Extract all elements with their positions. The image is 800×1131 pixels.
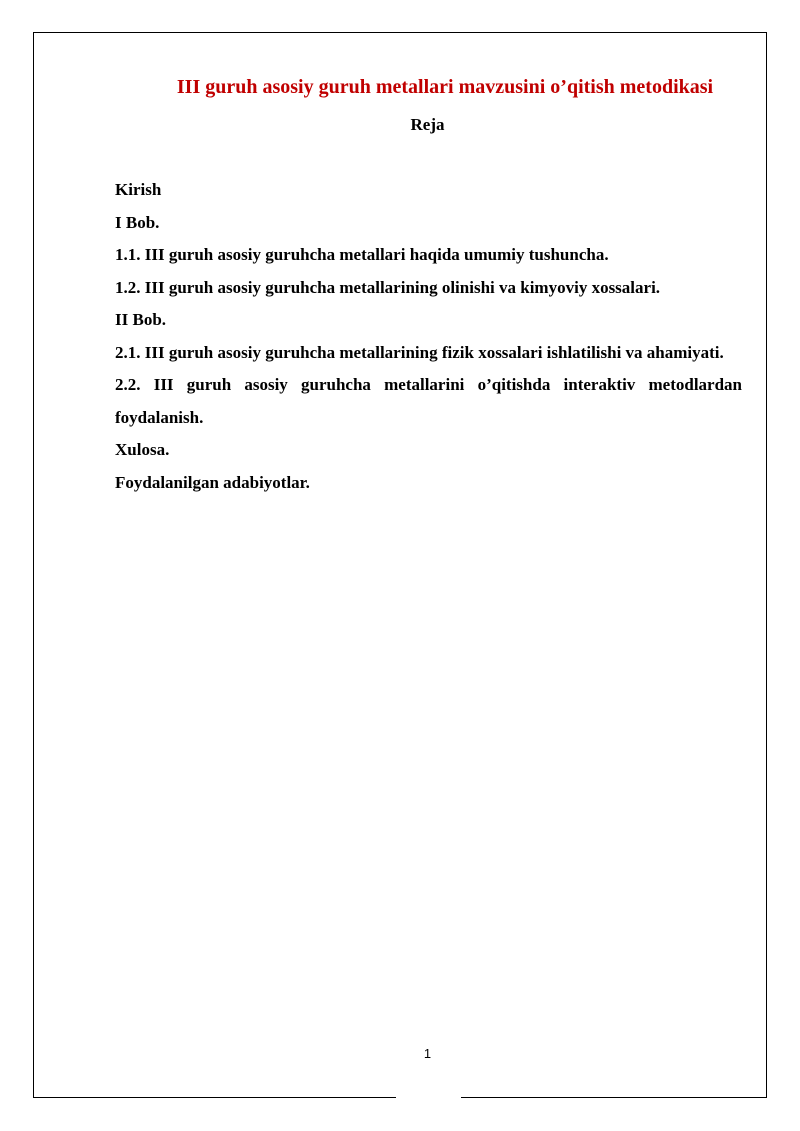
plan-heading: Reja — [410, 115, 445, 134]
plan-item-chapter-1: I Bob. — [115, 212, 160, 232]
plan-item-2-1: 2.1. III guruh asosiy guruhcha metallarining fizik xossalari ishlatilishi va ahamiyati. — [115, 342, 724, 362]
plan-item-1-2: 1.2. III guruh asosiy guruhcha metallarining olinishi va kimyoviy xossalari. — [115, 277, 661, 297]
plan-item-2-2: 2.2. III guruh asosiy guruhcha metallarini o’qitishda interaktiv metodlardan foydalanish. — [115, 375, 742, 427]
plan-item-conclusion: Xulosa. — [115, 440, 170, 459]
plan-item-introduction: Kirish — [115, 180, 162, 199]
plan-item-references: Foydalanilgan adabiyotlar. — [115, 472, 310, 492]
plan-item-1-1: 1.1. III guruh asosiy guruhcha metallari haqida umumiy tushuncha. — [115, 245, 609, 264]
document-title: III guruh asosiy guruh metallari mavzusini o’qitish metodikasi — [176, 76, 714, 98]
plan-list — [115, 174, 742, 499]
footer-rule-left — [33, 1097, 396, 1098]
plan-item-chapter-2: II Bob. — [115, 310, 167, 329]
page-number: 1 — [423, 1046, 432, 1061]
footer-rule-right — [461, 1097, 767, 1098]
